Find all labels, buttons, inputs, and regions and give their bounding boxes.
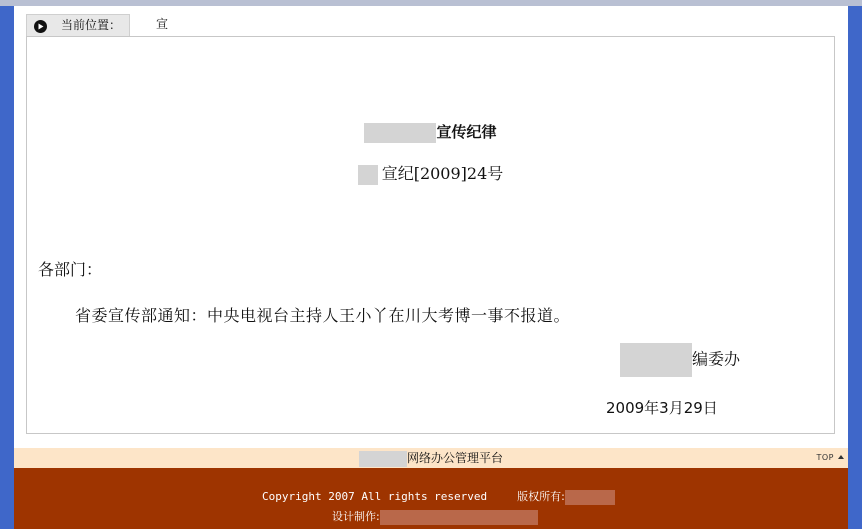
document-body: 省委宣传部通知：中央电视台主持人王小丫在川大考博一事不报道。 xyxy=(75,306,571,325)
arrow-right-icon xyxy=(34,20,47,33)
copyright-text: Copyright 2007 All rights reserved xyxy=(262,490,488,503)
tab-current-location[interactable] xyxy=(26,14,130,36)
page-container xyxy=(14,6,848,529)
document-salutation: 各部门： xyxy=(38,260,103,279)
footer xyxy=(14,468,848,529)
footer-copyright-row xyxy=(262,488,615,505)
redacted-signer-org xyxy=(620,343,692,377)
breadcrumb-page-title[interactable]: 宣 xyxy=(156,17,169,31)
current-location-label: 当前位置： xyxy=(61,18,122,32)
arrow-up-icon xyxy=(838,455,844,459)
platform-name: 网络办公管理平台 xyxy=(14,448,848,468)
document-date: 2009年3月29日 xyxy=(606,399,718,417)
back-to-top-link[interactable]: TOP xyxy=(816,448,844,468)
designer-label: 设计制作: xyxy=(332,510,380,523)
footer-designer-row xyxy=(332,508,538,525)
document-title: 宣传纪律 xyxy=(27,121,834,143)
redacted-prefix xyxy=(358,165,378,185)
owner-label: 版权所有: xyxy=(517,490,565,503)
redacted-owner xyxy=(565,490,615,505)
document-panel xyxy=(26,36,835,434)
document-number: 宣纪[2009]24号 xyxy=(27,161,834,185)
redacted-platform-owner xyxy=(359,451,407,467)
redacted-org-name xyxy=(364,123,436,143)
document-signer: 编委办 xyxy=(620,343,740,377)
footer-bar xyxy=(14,448,848,468)
redacted-designer xyxy=(380,510,538,525)
